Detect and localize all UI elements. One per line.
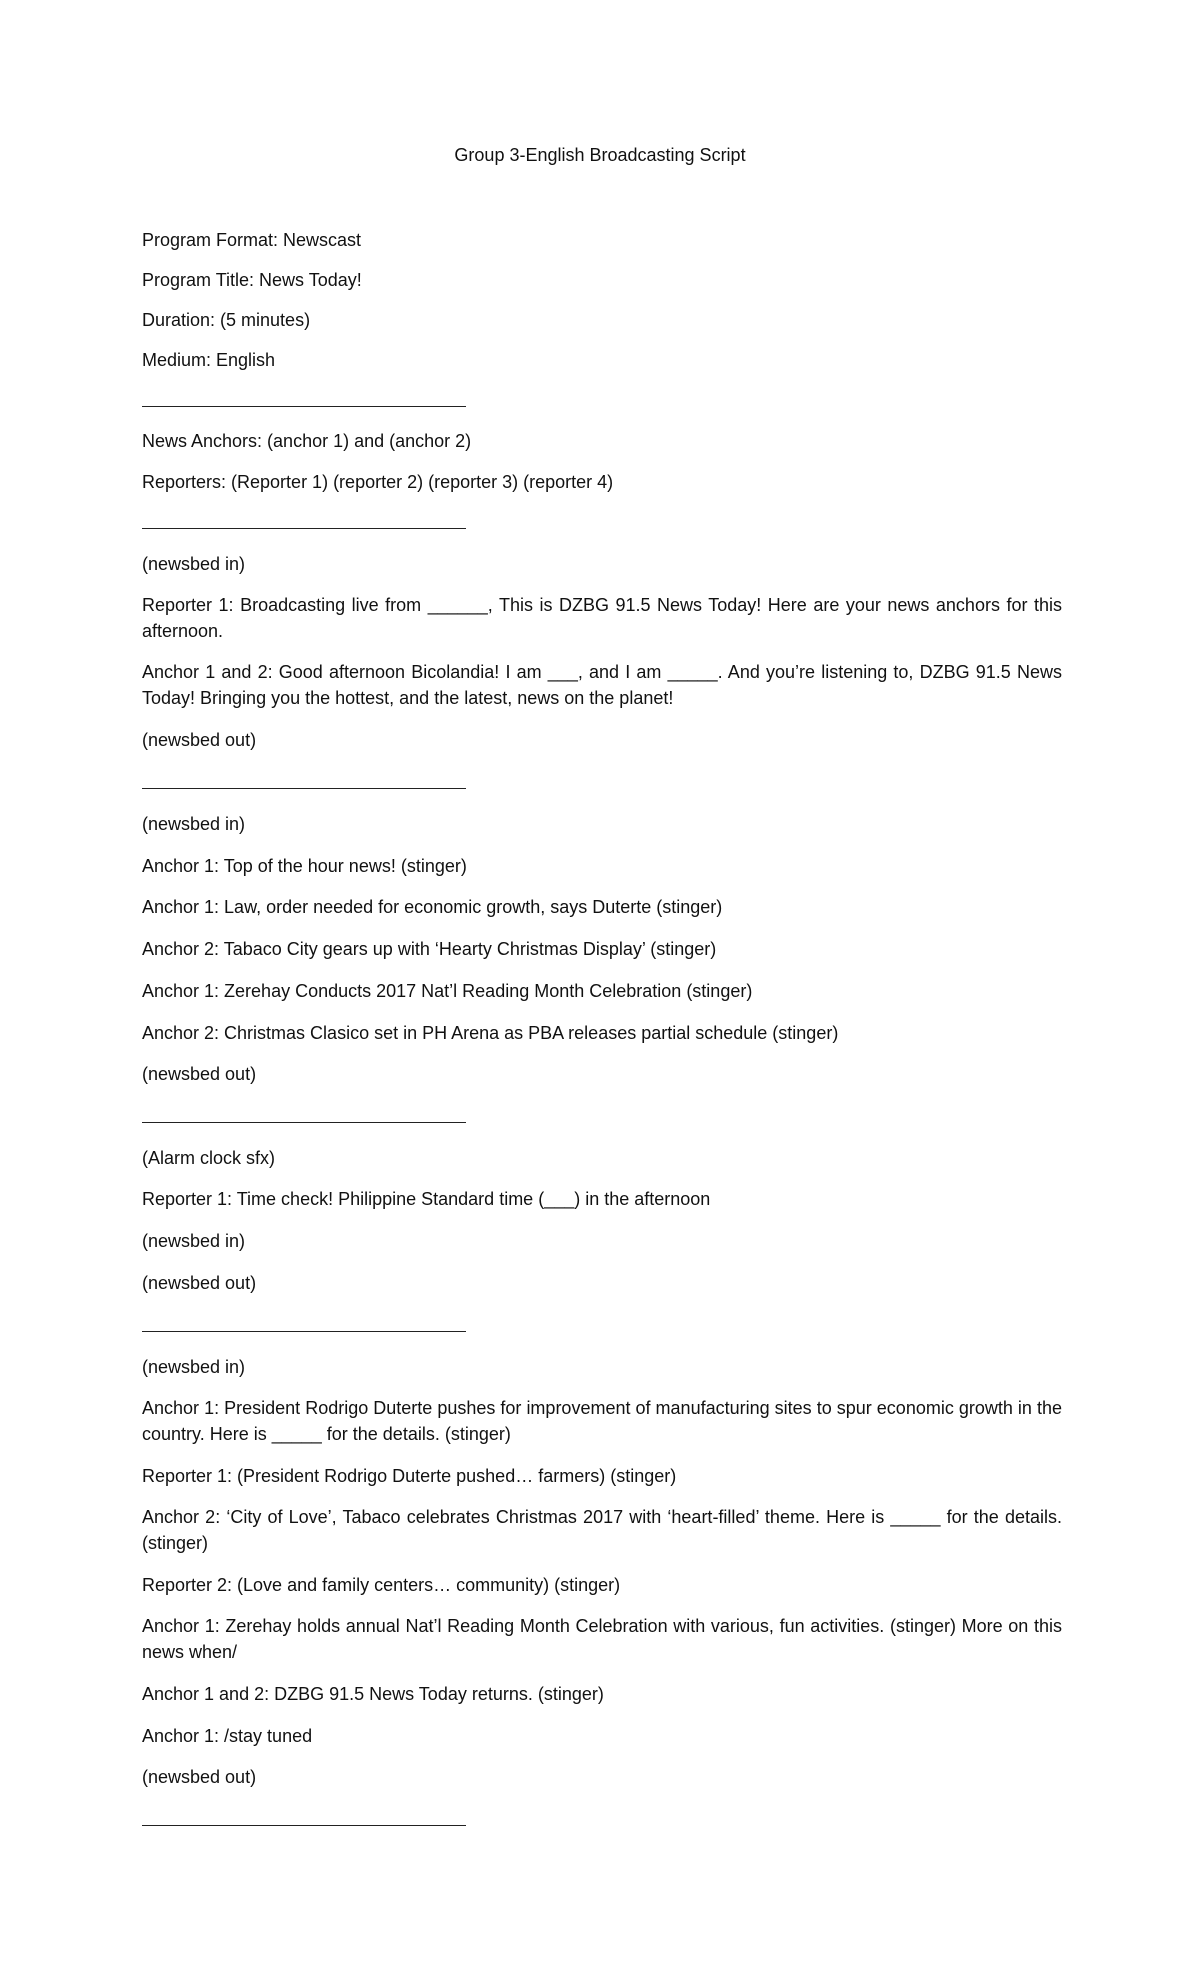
section-divider: [142, 1331, 466, 1332]
script-line: (Alarm clock sfx): [142, 1148, 276, 1168]
section-divider: [142, 1122, 466, 1123]
script-line: Anchor 1 and 2: Good afternoon Bicolandia! I am ___, and I am _____. And you’re listening to, DZBG 91.5 News Today! Bringing you the hottest, and the latest, news on the planet!: [142, 662, 1062, 708]
script-line: Anchor 1 and 2: DZBG 91.5 News Today returns. (stinger): [142, 1684, 604, 1704]
script-line: Anchor 1: Zerehay holds annual Nat’l Reading Month Celebration with various, fun activities. (stinger) More on this news when/: [142, 1616, 1062, 1662]
script-line: (newsbed in): [142, 1357, 246, 1377]
program-duration: Duration: (5 minutes): [142, 310, 311, 330]
script-line: Anchor 2: Tabaco City gears up with ‘Hearty Christmas Display’ (stinger): [142, 939, 717, 959]
program-title: Program Title: News Today!: [142, 270, 362, 290]
script-line: Reporter 2: (Love and family centers… community) (stinger): [142, 1575, 621, 1595]
program-format: Program Format: Newscast: [142, 230, 362, 250]
script-line: (newsbed in): [142, 554, 246, 574]
script-line: Anchor 1: Law, order needed for economic growth, says Duterte (stinger): [142, 897, 723, 917]
section-divider: [142, 528, 466, 529]
section-divider: [142, 1825, 466, 1826]
script-line: Reporter 1: Broadcasting live from ______, This is DZBG 91.5 News Today! Here are your news anchors for this afternoon.: [142, 595, 1062, 641]
section-divider: [142, 406, 466, 407]
script-line: Reporter 1: (President Rodrigo Duterte pushed… farmers) (stinger): [142, 1466, 677, 1486]
script-line: (newsbed out): [142, 730, 257, 750]
script-line: Anchor 1: Top of the hour news! (stinger): [142, 856, 467, 876]
script-line: (newsbed out): [142, 1767, 257, 1787]
reporters-line: Reporters: (Reporter 1) (reporter 2) (reporter 3) (reporter 4): [142, 472, 614, 492]
script-line: Anchor 2: ‘City of Love’, Tabaco celebrates Christmas 2017 with ‘heart-filled’ theme. Here is _____ for the details. (stinger): [142, 1507, 1062, 1553]
script-line: (newsbed out): [142, 1273, 257, 1293]
script-line: (newsbed out): [142, 1064, 257, 1084]
script-line: (newsbed in): [142, 1231, 246, 1251]
script-line: (newsbed in): [142, 814, 246, 834]
program-medium: Medium: English: [142, 350, 276, 370]
script-line: Reporter 1: Time check! Philippine Standard time (___) in the afternoon: [142, 1189, 711, 1209]
section-divider: [142, 788, 466, 789]
script-line: Anchor 1: President Rodrigo Duterte pushes for improvement of manufacturing sites to spur economic growth in the country. Here is _____ for the details. (stinger): [142, 1398, 1062, 1444]
news-anchors-line: News Anchors: (anchor 1) and (anchor 2): [142, 431, 472, 451]
script-line: Anchor 2: Christmas Clasico set in PH Arena as PBA releases partial schedule (stinger): [142, 1023, 839, 1043]
script-line: Anchor 1: /stay tuned: [142, 1726, 313, 1746]
script-line: Anchor 1: Zerehay Conducts 2017 Nat’l Reading Month Celebration (stinger): [142, 981, 753, 1001]
document-title: Group 3-English Broadcasting Script: [454, 145, 746, 165]
